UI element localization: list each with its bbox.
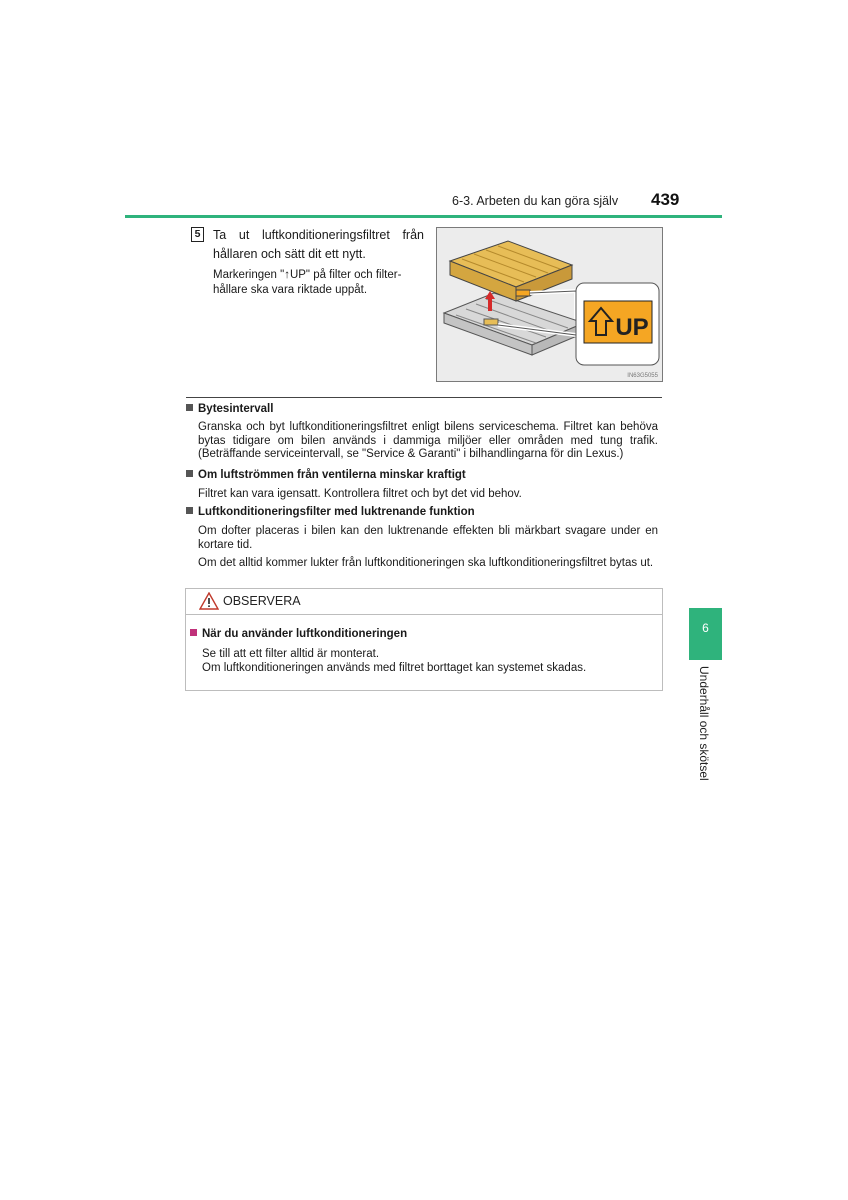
caution-line: Om luftkonditioneringen används med filtret borttaget kan systemet skadas. [202,662,587,674]
figure-code: IN63G5055 [627,373,658,379]
caution-heading: När du använder luftkonditioneringen [190,628,407,640]
section-heading-luftstrommen: Om luftströmmen från ventilerna minskar kraftigt [186,469,466,481]
header-section-title: 6-3. Arbeten du kan göra själv [452,194,619,208]
warning-triangle-icon [199,592,219,610]
caution-text [202,647,652,675]
caution-title-row [186,589,662,615]
section-rule [186,397,662,398]
section-paragraph: Om dofter placeras i bilen kan den luktrenande effekten bli märkbart svagare under en kortare tid. [198,525,658,551]
caution-box [185,588,663,691]
square-bullet-icon [186,507,193,514]
chapter-name: Underhåll och skötsel [697,666,711,781]
chapter-tab: 6 [689,608,722,660]
caution-title: OBSERVERA [223,594,301,608]
up-label: UP [615,314,649,341]
step-number-box: 5 [191,227,204,242]
section-heading-luktrenande: Luftkonditioneringsfilter med luktrenande funktion [186,506,475,518]
caution-line: Se till att ett filter alltid är monterat. [202,648,380,660]
header-rule [125,215,722,218]
section-paragraph: Om det alltid kommer lukter från luftkonditioneringen ska luftkonditioneringsfiltret bytas ut. [198,557,654,569]
page-number: 439 [651,190,680,209]
filter-replacement-illustration [436,227,663,382]
square-bullet-icon [190,629,197,636]
section-heading-bytesintervall: Bytesintervall [186,403,273,415]
square-bullet-icon [186,404,193,411]
step-text: Ta ut luftkonditioneringsfiltret från hållaren och sätt dit ett nytt. [213,228,424,261]
section-paragraph: Filtret kan vara igensatt. Kontrollera filtret och byt det vid behov. [198,488,522,500]
step-note: Markeringen "↑UP" på filter och filter-hållare ska vara riktade uppåt. [213,269,402,296]
square-bullet-icon [186,470,193,477]
section-paragraph: Granska och byt luftkonditioneringsfiltret enligt bilens serviceschema. Filtret kan behöva bytas tidigare om bilen används i dammiga miljöer eller områden med tung trafik. (Beträffande serviceintervall, se "Service & Garanti" i bilhandlingarna för din Lexus.) [198,421,658,460]
